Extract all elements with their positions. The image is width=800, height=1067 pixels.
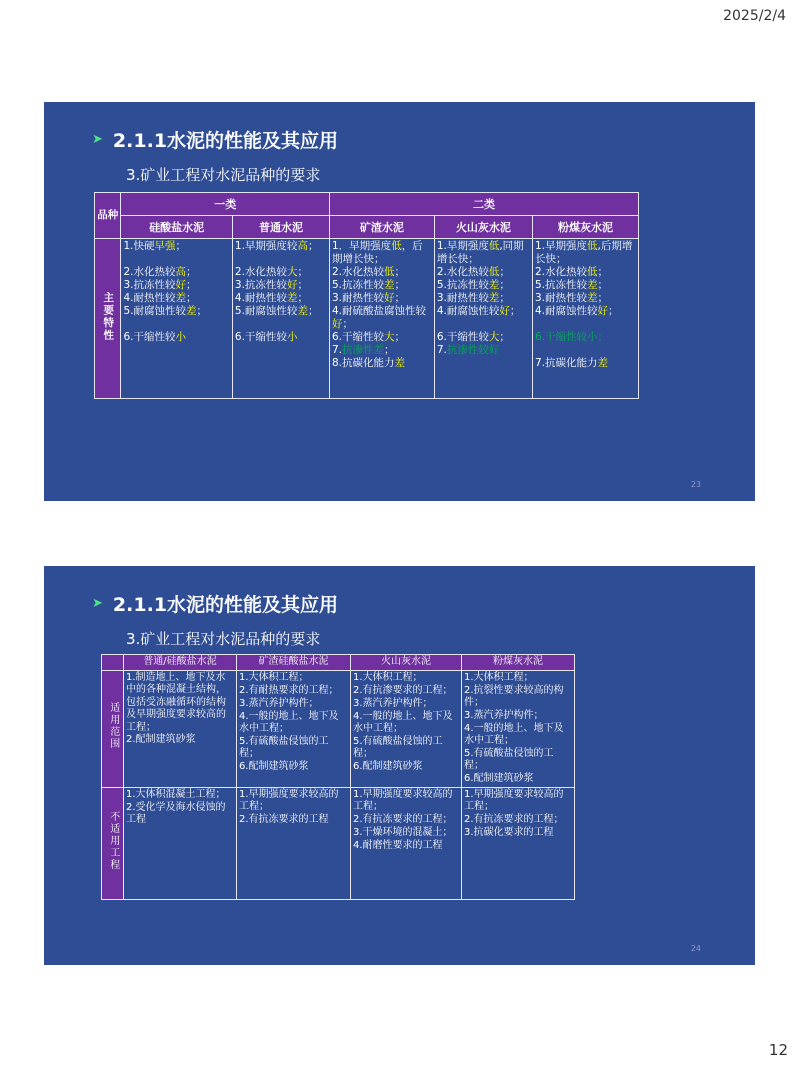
- slide-title: 2.1.1水泥的性能及其应用: [112, 594, 339, 616]
- corner-cell: [102, 655, 124, 671]
- slide-number: 23: [690, 480, 701, 489]
- group-header-2: 二类: [330, 193, 639, 216]
- group-header-1: 一类: [121, 193, 330, 216]
- print-date: 2025/2/4: [723, 8, 786, 24]
- slide-subtitle: 3.矿业工程对水泥品种的要求: [126, 166, 321, 184]
- column-header: 矿渣水泥: [330, 216, 435, 239]
- row-header-applicable: 适用范围: [102, 670, 124, 787]
- slide-number: 24: [690, 944, 701, 953]
- column-header: 粉煤灰水泥: [533, 216, 639, 239]
- application-cell: 1.大体积工程； 2.有抗渗要求的工程； 3.蒸汽养护构件； 4.一般的地上、地下及水中工程； 5.有硫酸盐侵蚀的工程； 6.配制建筑砂浆: [351, 670, 462, 787]
- column-header: 火山灰水泥: [351, 655, 462, 671]
- application-cell: 1.早期强度要求较高的工程； 2.有抗冻要求的工程: [237, 787, 351, 899]
- column-header: 硅酸盐水泥: [121, 216, 232, 239]
- row-header-not-applicable: 不适用工程: [102, 787, 124, 899]
- application-cell: 1.大体积混凝土工程； 2.受化学及海水侵蚀的工程: [124, 787, 237, 899]
- column-header: 火山灰水泥: [434, 216, 532, 239]
- arrow-bullet-icon: ➤: [92, 596, 103, 611]
- property-cell: 1.早期强度较高； 2.水化热较大； 3.抗冻性较好； 4.耐热性较差； 5.耐腐蚀性较差； 6.干缩性较小: [232, 239, 329, 399]
- application-cell: 1.大体积工程； 2.抗裂性要求较高的构件； 3.蒸汽养护构件； 4.一般的地上、地下及水中工程； 5.有硫酸盐侵蚀的工程； 6.配制建筑砂浆: [462, 670, 575, 787]
- page-number: 12: [768, 1041, 788, 1059]
- cement-properties-table: [94, 192, 639, 399]
- slide-24: [44, 566, 755, 965]
- property-cell: 1.快硬早强； 2.水化热较高； 3.抗冻性较好； 4.耐热性较差； 5.耐腐蚀性较差； 6.干缩性较小: [121, 239, 232, 399]
- slide-title: 2.1.1水泥的性能及其应用: [112, 130, 339, 152]
- slide-title-row: [92, 126, 338, 153]
- property-cell: 1．早期强度低，后期增长快； 2.水化热较低； 5.抗冻性较差； 3.耐热性较好； 4.耐硫酸盐腐蚀性较好； 6.干缩性较大； 7.抗渗性差； 8.抗碳化能力差: [330, 239, 435, 399]
- application-cell: 1.大体积工程； 2.有耐热要求的工程； 3.蒸汽养护构件； 4.一般的地上、地下及水中工程； 5.有硫酸盐侵蚀的工程； 6.配制建筑砂浆: [237, 670, 351, 787]
- arrow-bullet-icon: ➤: [92, 132, 103, 147]
- cement-applications-table: [101, 654, 575, 900]
- slide-subtitle: 3.矿业工程对水泥品种的要求: [126, 630, 321, 648]
- slide-title-row: [92, 590, 338, 617]
- property-cell: 1.早期强度低,同期增长快； 2.水化热较低； 5.抗冻性较差； 3.耐热性较差； 4.耐腐蚀性较好； 6.干缩性较大； 7.抗渗性较好: [434, 239, 532, 399]
- column-header: 普通水泥: [232, 216, 329, 239]
- corner-header: 品种: [95, 193, 121, 239]
- column-header: 粉煤灰水泥: [462, 655, 575, 671]
- property-cell: 1.早期强度低,后期增长快； 2.水化热较低； 5.抗冻性较差； 3.耐热性较差； 4.耐腐蚀性较好； 6.干缩性较小； 7.抗碳化能力差: [533, 239, 639, 399]
- application-cell: 1.早期强度要求较高的工程； 2.有抗冻要求的工程； 3.干燥环境的混凝土； 4.耐磨性要求的工程: [351, 787, 462, 899]
- column-header: 普通/硅酸盐水泥: [124, 655, 237, 671]
- slide-23: [44, 102, 755, 501]
- application-cell: 1.制造地上、地下及水中的各种混凝土结构，包括受冻融循环的结构及早期强度要求较高的工程； 2.配制建筑砂浆: [124, 670, 237, 787]
- application-cell: 1.早期强度要求较高的工程； 2.有抗冻要求的工程； 3.抗碳化要求的工程: [462, 787, 575, 899]
- column-header: 矿渣硅酸盐水泥: [237, 655, 351, 671]
- row-header-main-properties: 主要特性: [95, 239, 121, 399]
